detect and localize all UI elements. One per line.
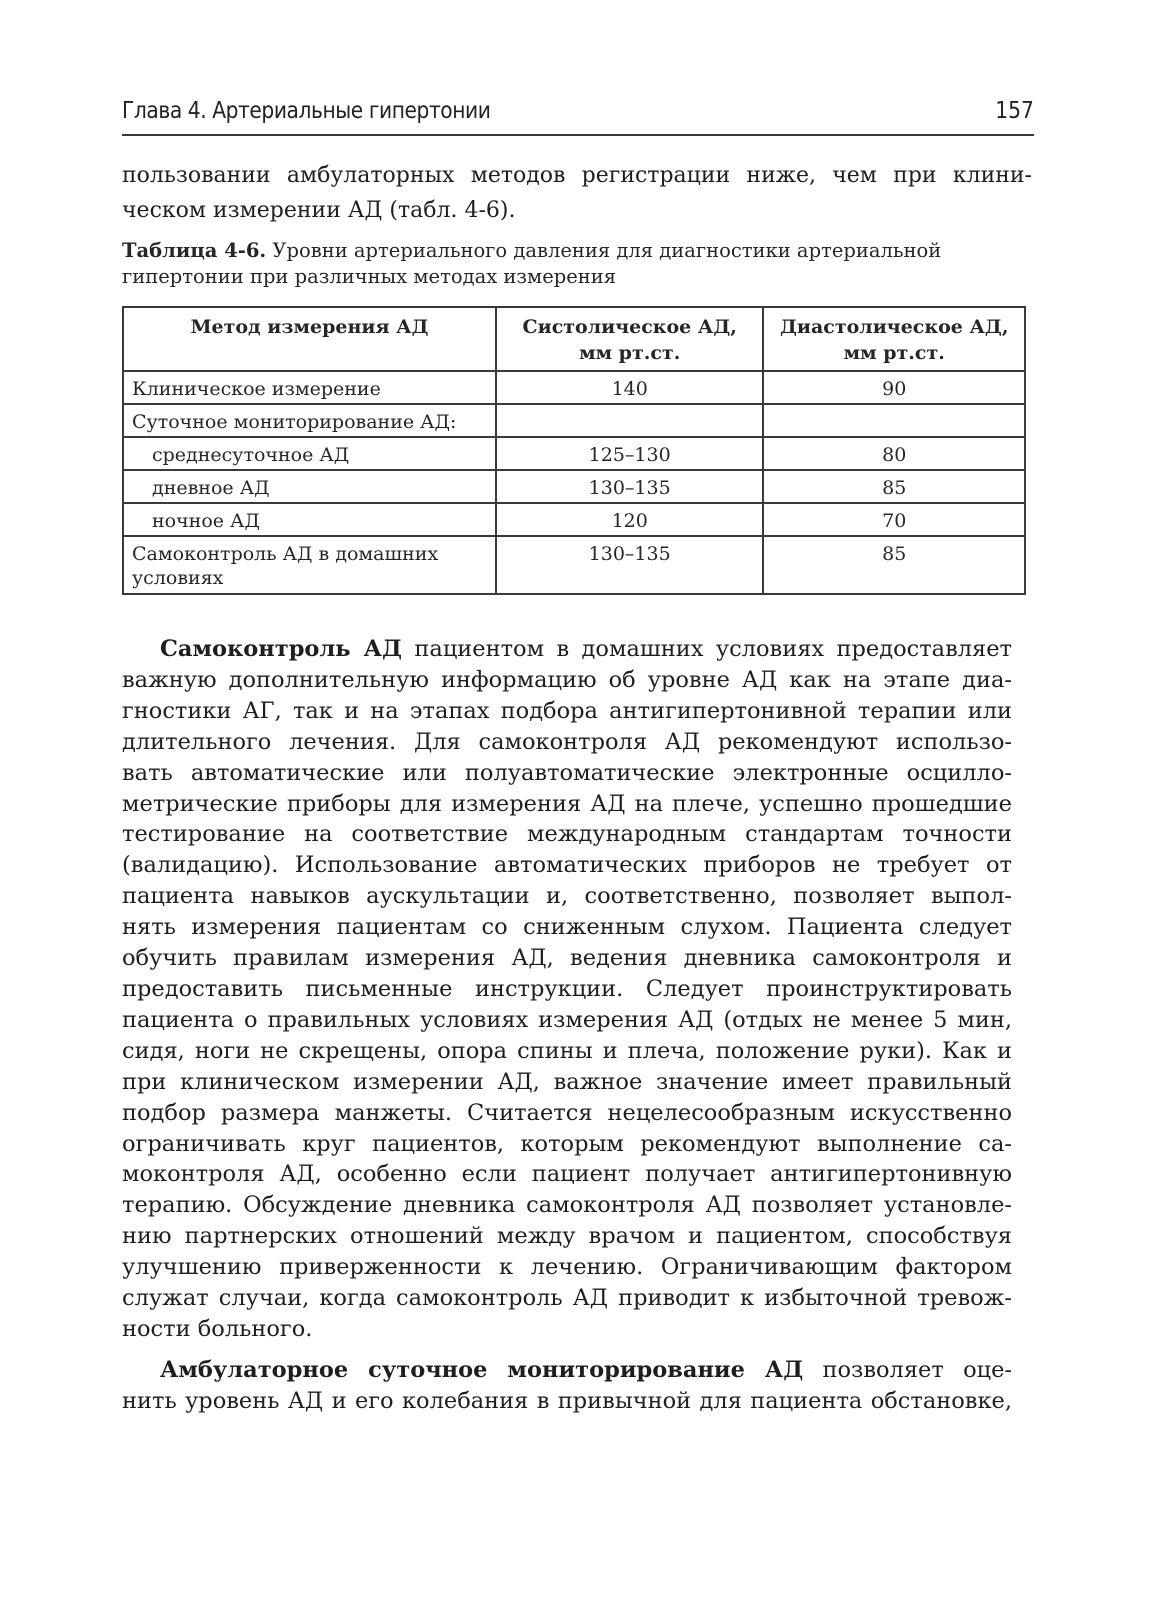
method-cell: Самоконтроль АД в домашних условиях [123, 536, 496, 594]
systolic-cell: 125–130 [496, 437, 763, 470]
text-line: служат случаи, когда самоконтроль АД приводит к избыточной тревож- [122, 1285, 1012, 1312]
text-line: предоставить письменные инструкции. Следует проинструктировать [122, 975, 1012, 1002]
text-line: подбор размера манжеты. Считается нецелесообразным искусственно [122, 1099, 1012, 1126]
text-line: пользовании амбулаторных методов регистрации ниже, чем при клини- [122, 163, 1032, 188]
text-line: нить уровень АД и его колебания в привычной для пациента обстановке, [122, 1387, 1012, 1414]
text-line: важную дополнительную информацию об уровне АД как на этапе диа- [122, 666, 1012, 693]
page-number: 157 [995, 98, 1034, 124]
table-caption [122, 238, 1022, 290]
text-line: терапию. Обсуждение дневника самоконтроля АД позволяет установле- [122, 1192, 1012, 1219]
text-line: длительного лечения. Для самоконтроля АД рекомендуют использо- [122, 728, 1012, 755]
text-line: тестирование на соответствие международным стандартам точности [122, 821, 1012, 848]
table-row [123, 536, 1025, 594]
term-self-monitoring: Самоконтроль АД [160, 636, 402, 662]
diastolic-cell: 85 [763, 470, 1025, 503]
table-row [123, 503, 1025, 536]
text-line: гностики АГ, так и на этапах подбора антигипертонивной терапии или [122, 697, 1012, 724]
diastolic-cell: 85 [763, 536, 1025, 594]
text-line: моконтроля АД, особенно если пациент получает антигипертонивную [122, 1161, 1012, 1188]
systolic-cell: 140 [496, 371, 763, 404]
table-header-row [123, 307, 1025, 371]
text-line: ности больного. [122, 1315, 313, 1342]
text-line: при клиническом измерении АД, важное значение имеет правильный [122, 1068, 1012, 1095]
text-line: улучшению приверженности к лечению. Ограничивающим фактором [122, 1254, 1012, 1281]
caption-text: Уровни артериального давления для диагностики артериальной [266, 239, 942, 262]
text-line: Амбулаторное суточное мониторирование АД позволяет оце- [160, 1356, 1013, 1383]
text-line: нять измерения пациентам со сниженным слухом. Пациента следует [122, 914, 1012, 941]
text-line: пациента о правильных условиях измерения АД (отдых не менее 5 мин, [122, 1006, 1012, 1033]
diastolic-cell [763, 404, 1025, 437]
diastolic-cell: 80 [763, 437, 1025, 470]
method-cell: дневное АД [123, 470, 496, 503]
method-cell: среднесуточное АД [123, 437, 496, 470]
text-line: обучить правилам измерения АД, ведения дневника самоконтроля и [122, 945, 1012, 972]
text-line: ческом измерении АД (табл. 4-6). [122, 198, 516, 223]
intro-paragraph [122, 158, 1032, 228]
header-method: Метод измерения АД [123, 307, 496, 371]
text-line: ограничивать круг пациентов, которым рекомендуют выполнение са- [122, 1130, 1012, 1157]
body-text [122, 634, 1012, 1417]
text-line: метрические приборы для измерения АД на плече, успешно прошедшие [122, 790, 1012, 817]
table-row [123, 371, 1025, 404]
table-row [123, 404, 1025, 437]
caption-label: Таблица 4-6. [122, 239, 267, 262]
diastolic-cell: 70 [763, 503, 1025, 536]
text-line: вать автоматические или полуавтоматические электронные осцилло- [122, 759, 1012, 786]
diastolic-cell: 90 [763, 371, 1025, 404]
text-line: (валидацию). Использование автоматических приборов не требует от [122, 852, 1012, 879]
header-systolic: Систолическое АД, мм рт.ст. [496, 307, 763, 371]
header-diastolic: Диастолическое АД, мм рт.ст. [763, 307, 1025, 371]
method-cell: ночное АД [123, 503, 496, 536]
caption-line [122, 238, 1022, 264]
method-cell: Клиническое измерение [123, 371, 496, 404]
running-head [122, 98, 1034, 136]
text-line: пациента навыков аускультации и, соответственно, позволяет выпол- [122, 883, 1012, 910]
systolic-cell [496, 404, 763, 437]
caption-line: гипертонии при различных методах измерения [122, 265, 617, 288]
systolic-cell: 130–135 [496, 470, 763, 503]
text-line: сидя, ноги не скрещены, опора спины и плеча, положение руки). Как и [122, 1037, 1012, 1064]
blood-pressure-table [122, 306, 1026, 595]
term-ambulatory-monitoring: Амбулаторное суточное мониторирование АД [160, 1356, 804, 1383]
systolic-cell: 130–135 [496, 536, 763, 594]
systolic-cell: 120 [496, 503, 763, 536]
text-line: Самоконтроль АД пациентом в домашних условиях предоставляет [160, 636, 1012, 662]
table-row [123, 437, 1025, 470]
table-row [123, 470, 1025, 503]
text-line: нию партнерских отношений между врачом и пациентом, способствуя [122, 1223, 1012, 1250]
chapter-title: Глава 4. Артериальные гипертонии [122, 98, 491, 124]
method-cell: Суточное мониторирование АД: [123, 404, 496, 437]
